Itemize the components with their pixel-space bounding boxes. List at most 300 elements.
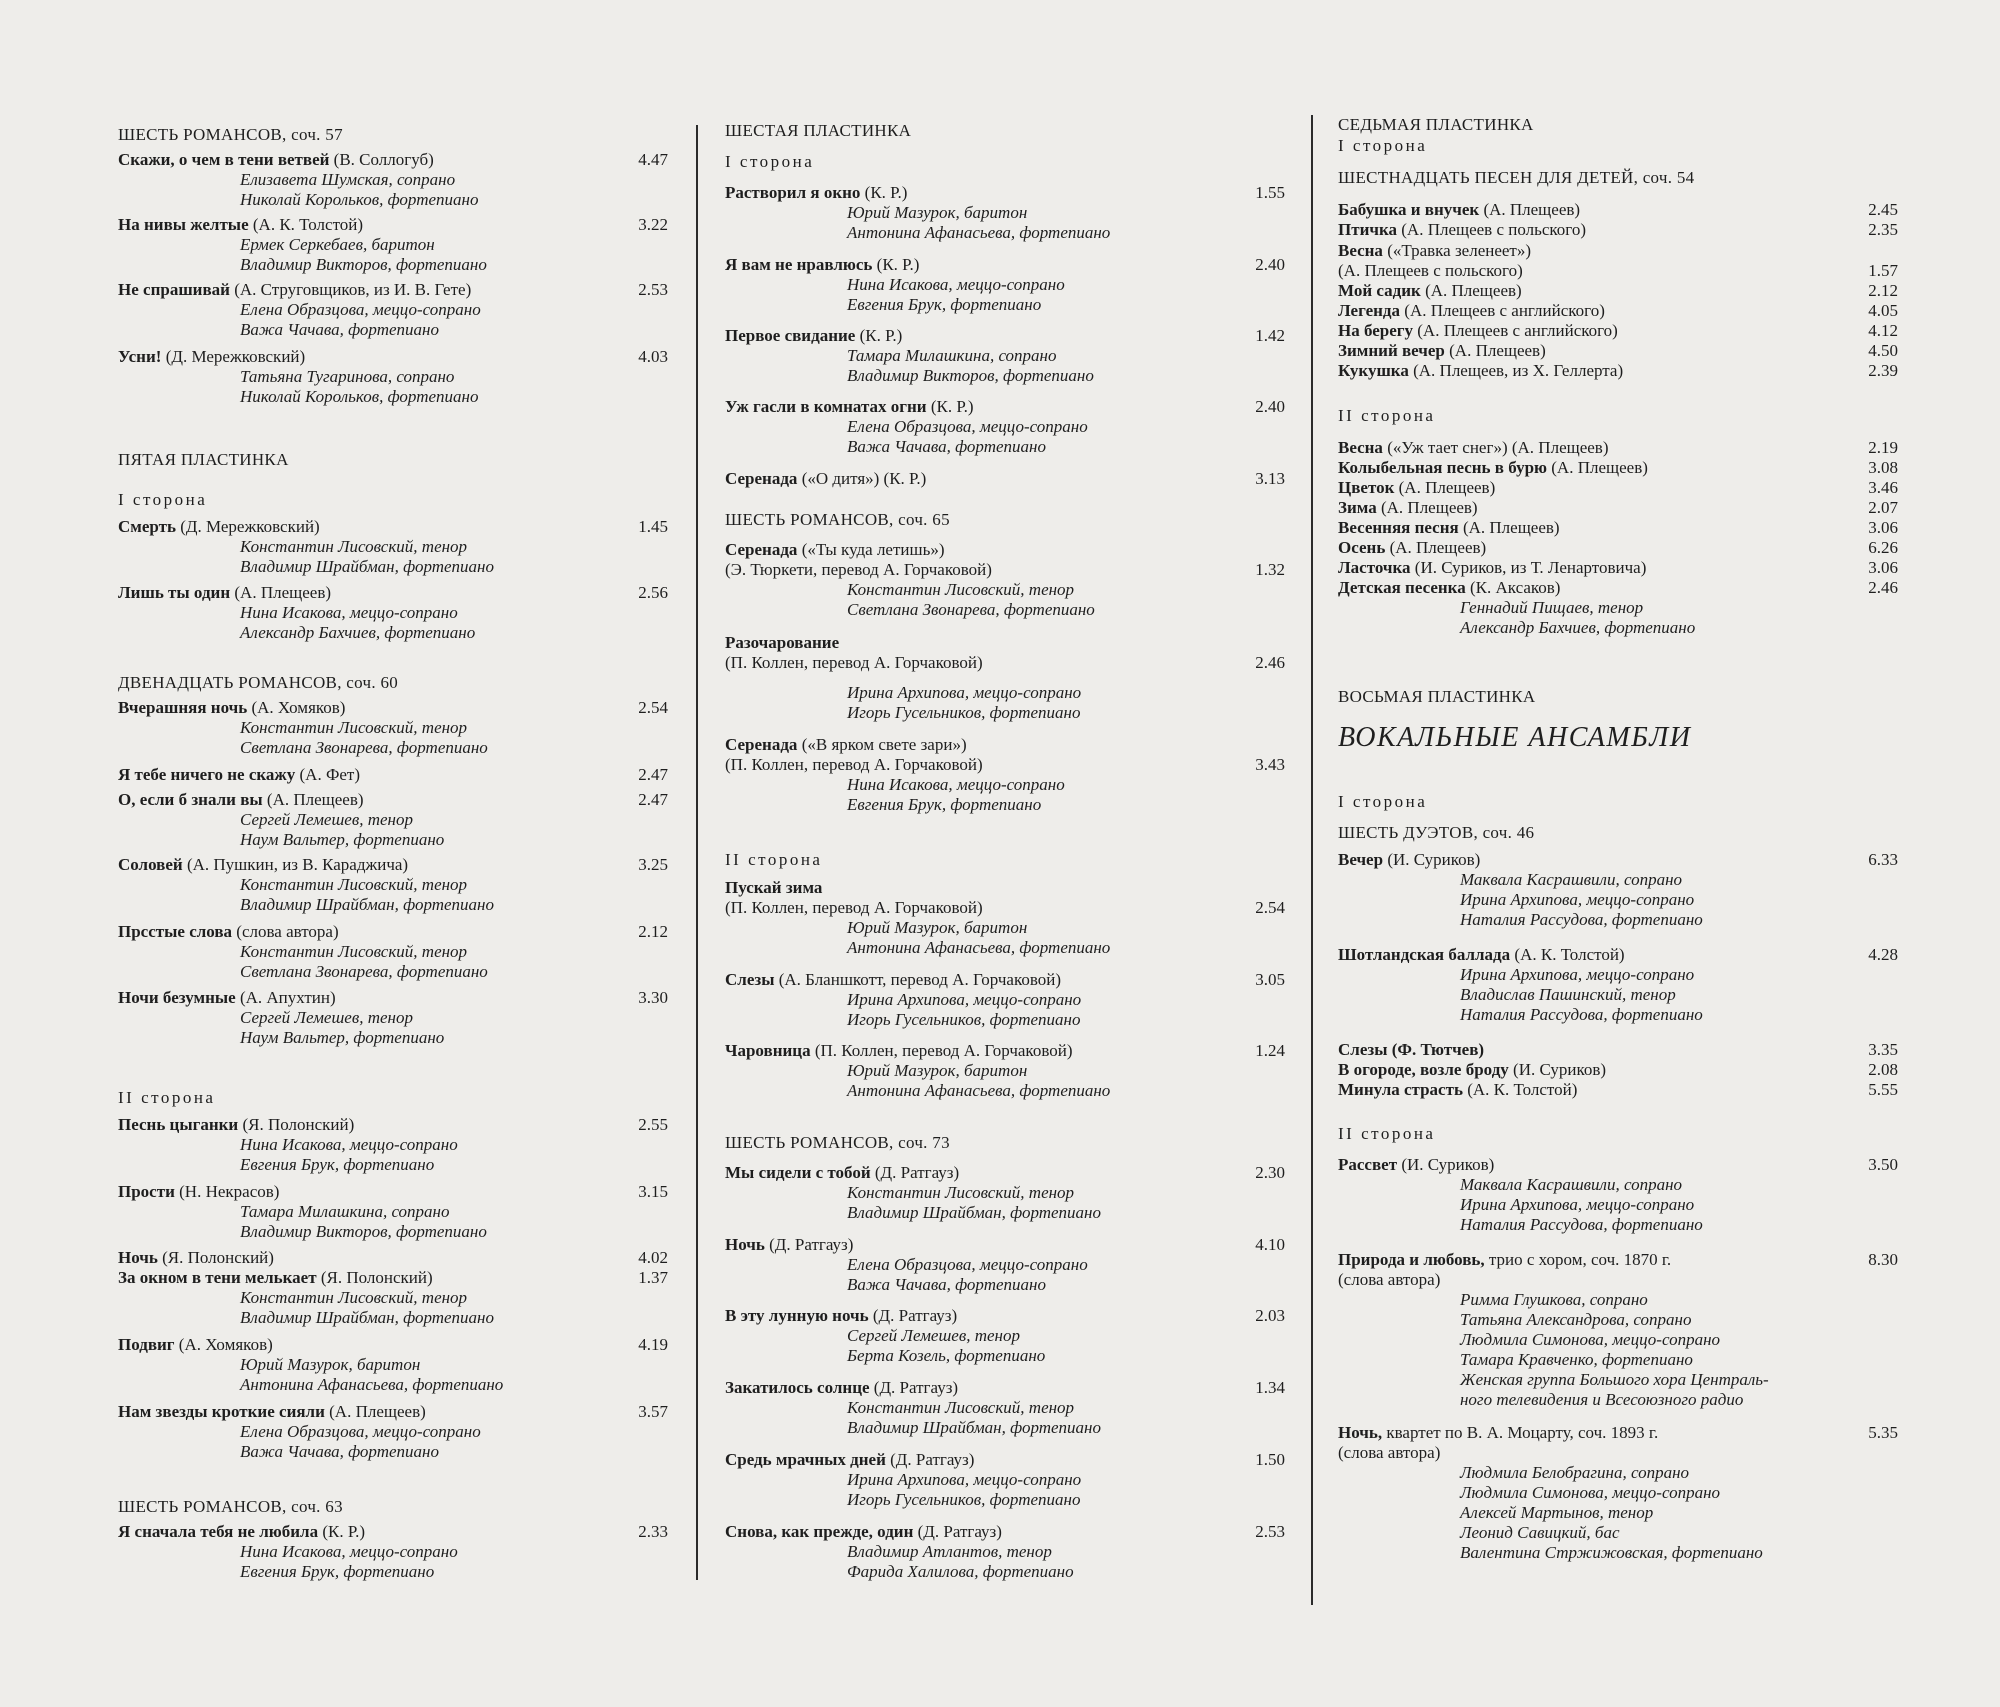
- track-duration: 4.50: [1868, 341, 1898, 360]
- track-author: (А. К. Толстой): [1510, 945, 1625, 964]
- track-title: Легенда: [1338, 301, 1401, 320]
- track-author: (А. Плещеев): [262, 790, 364, 809]
- track-duration: 2.12: [638, 922, 668, 941]
- track-title: Не спрашивай: [118, 280, 230, 299]
- track-title: Серенада: [725, 735, 798, 754]
- track-author: («О дитя») (К. Р.): [797, 469, 927, 488]
- track-item: [118, 922, 668, 982]
- track-author: (А. Плещеев с польского): [1338, 261, 1523, 280]
- track-title: Я сначала тебя не любила: [118, 1522, 319, 1541]
- track-line: [725, 397, 1285, 417]
- track-title: Минула страсть: [1338, 1080, 1463, 1099]
- track-title: Прсстые слова: [118, 922, 233, 941]
- performer-line: Важа Чачава, фортепиано: [240, 320, 439, 339]
- track-author: (А. Фет): [295, 765, 361, 784]
- performer-line: Владимир Викторов, фортепиано: [847, 366, 1094, 385]
- track-title: Усни!: [118, 347, 162, 366]
- track-duration: 2.40: [1255, 397, 1285, 416]
- section-title: ШЕСТЬ ДУЭТОВ, соч. 46: [1338, 823, 1535, 842]
- track-line: [725, 898, 1285, 918]
- track-item: [725, 898, 1285, 958]
- track-duration: 5.55: [1868, 1080, 1898, 1099]
- track-item: [1338, 301, 1898, 321]
- performer-line: Владимир Шрайбман, фортепиано: [240, 895, 494, 914]
- performer-line: Важа Чачава, фортепиано: [240, 1442, 439, 1461]
- track-line: [118, 280, 668, 300]
- track-duration: 1.37: [638, 1268, 668, 1287]
- track-item: [1338, 438, 1898, 458]
- performer-line: Маквала Касрашвили, сопрано: [1460, 1175, 1683, 1194]
- performer-line: Константин Лисовский, тенор: [847, 1183, 1075, 1202]
- track-title: Ночи безумные: [118, 988, 236, 1007]
- performer-line: Наум Вальтер, фортепиано: [240, 830, 445, 849]
- track-title: Детская песенка: [1338, 578, 1466, 597]
- section-title: ВОСЬМАЯ ПЛАСТИНКА: [1338, 687, 1536, 706]
- track-title: Снова, как прежде, один: [725, 1522, 914, 1541]
- track-line: [1338, 438, 1898, 458]
- track-line: [1338, 578, 1898, 598]
- track-line: [118, 1268, 668, 1288]
- track-item: [118, 1182, 668, 1242]
- track-item: [118, 1402, 668, 1462]
- performer-line: Тамара Милашкина, сопрано: [240, 1202, 450, 1221]
- track-author: (А. Плещеев): [1547, 458, 1648, 477]
- performer-line: Ермек Серкебаев, баритон: [240, 235, 435, 254]
- track-item: [118, 1115, 668, 1175]
- track-line: [1338, 538, 1898, 558]
- track-title: В огороде, возле броду: [1338, 1060, 1509, 1079]
- track-author: (слова автора): [1338, 1443, 1441, 1462]
- track-author: (А. Хомяков): [247, 698, 346, 717]
- track-line: [1338, 1443, 1898, 1463]
- track-item: [1338, 220, 1898, 240]
- track-author: (А. Плещеев): [1385, 538, 1487, 557]
- track-item: [118, 988, 668, 1048]
- track-title: Разочарование: [725, 633, 840, 652]
- track-item: [725, 1522, 1285, 1582]
- track-author: (А. Плещеев с польского): [1397, 220, 1587, 239]
- performer-line: Важа Чачава, фортепиано: [847, 437, 1046, 456]
- performer-line: Леонид Савицкий, бас: [1460, 1523, 1620, 1542]
- performer-line: Николай Корольков, фортепиано: [240, 387, 479, 406]
- track-duration: 3.22: [638, 215, 668, 234]
- side-label: II сторона: [725, 850, 823, 869]
- track-author: (А. Струговщиков, из И. В. Гете): [229, 280, 472, 299]
- track-duration: 2.19: [1868, 438, 1898, 457]
- performer-line: Маквала Касрашвили, сопрано: [1460, 870, 1683, 889]
- performer-line: Нина Исакова, меццо-сопрано: [847, 775, 1065, 794]
- track-line: [1338, 341, 1898, 361]
- track-title: Мой садик: [1338, 281, 1421, 300]
- performer-line: Игорь Гусельников, фортепиано: [847, 1010, 1081, 1029]
- track-item: [1338, 1155, 1898, 1235]
- track-title: Нам звезды кроткие сияли: [118, 1402, 325, 1421]
- track-duration: 1.32: [1255, 560, 1285, 579]
- track-line: [118, 855, 668, 875]
- track-duration: 2.39: [1868, 361, 1898, 380]
- track-line: [1338, 200, 1898, 220]
- track-item: [1338, 1080, 1898, 1100]
- track-duration: 2.35: [1868, 220, 1898, 239]
- track-title: На берегу: [1338, 321, 1414, 340]
- track-title: Шотландская баллада: [1338, 945, 1511, 964]
- track-author: (А. Бланшкотт, перевод А. Горчаковой): [774, 970, 1062, 989]
- track-duration: 3.35: [1868, 1040, 1898, 1059]
- performer-line: Константин Лисовский, тенор: [240, 718, 468, 737]
- performer-line: Владимир Шрайбман, фортепиано: [240, 1308, 494, 1327]
- performer-line: Ирина Архипова, меццо-сопрано: [847, 990, 1082, 1009]
- track-line: [1338, 1060, 1898, 1080]
- track-author: (А. Плещеев): [1420, 281, 1522, 300]
- performer-line: Ирина Архипова, меццо-сопрано: [1460, 965, 1695, 984]
- track-line: [1338, 478, 1898, 498]
- track-duration: 4.03: [638, 347, 668, 366]
- track-title: Рассвет: [1338, 1155, 1398, 1174]
- track-line: [118, 698, 668, 718]
- track-title: Чаровница: [725, 1041, 811, 1060]
- performer-line: Татьяна Александрова, сопрано: [1460, 1310, 1692, 1329]
- track-author: (П. Коллен, перевод А. Горчаковой): [810, 1041, 1073, 1060]
- track-duration: 2.53: [638, 280, 668, 299]
- performer-line: Тамара Милашкина, сопрано: [847, 346, 1057, 365]
- track-author: (К. Р.): [855, 326, 903, 345]
- track-title: Первое свидание: [725, 326, 856, 345]
- track-line: [725, 755, 1285, 775]
- track-title: Я тебе ничего не скажу: [118, 765, 296, 784]
- section-title: ШЕСТНАДЦАТЬ ПЕСЕН ДЛЯ ДЕТЕЙ, соч. 54: [1338, 168, 1695, 187]
- track-duration: 2.54: [1255, 898, 1285, 917]
- track-duration: 3.50: [1868, 1155, 1898, 1174]
- track-author: (Э. Тюркети, перевод А. Горчаковой): [725, 560, 992, 579]
- track-title: Средь мрачных дней: [725, 1450, 886, 1469]
- track-title: Смерть: [118, 517, 176, 536]
- performer-line: Сергей Лемешев, тенор: [240, 1008, 413, 1027]
- track-author: («Ты куда летишь»): [797, 540, 945, 559]
- performer-line: Сергей Лемешев, тенор: [847, 1326, 1020, 1345]
- track-item: [1338, 518, 1898, 538]
- track-line: [118, 1522, 668, 1542]
- performer-line: Елизавета Шумская, сопрано: [240, 170, 456, 189]
- track-title: В эту лунную ночь: [725, 1306, 869, 1325]
- side-label: I сторона: [1338, 136, 1428, 155]
- track-duration: 3.30: [638, 988, 668, 1007]
- performer-line: Геннадий Пищаев, тенор: [1460, 598, 1644, 617]
- track-title: Песнь цыганки: [118, 1115, 239, 1134]
- track-author: («Уж тает снег») (А. Плещеев): [1382, 438, 1609, 457]
- track-item: [118, 347, 668, 407]
- track-author: (И. Суриков): [1383, 850, 1481, 869]
- track-item: [725, 255, 1285, 315]
- track-duration: 1.57: [1868, 261, 1898, 280]
- performer-line: Евгения Брук, фортепиано: [847, 795, 1042, 814]
- track-item: [725, 653, 1285, 673]
- track-item: [1338, 261, 1898, 281]
- track-duration: 2.30: [1255, 1163, 1285, 1182]
- track-title: Мы сидели с тобой: [725, 1163, 871, 1182]
- performer-line: Людмила Симонова, меццо-сопрано: [1460, 1483, 1721, 1502]
- performer-line: Владислав Пашинский, тенор: [1460, 985, 1676, 1004]
- track-item: [1338, 498, 1898, 518]
- track-author: (Д. Ратгауз): [764, 1235, 854, 1254]
- performer-line: Нина Исакова, меццо-сопрано: [240, 1135, 458, 1154]
- track-duration: 3.43: [1255, 755, 1285, 774]
- track-title: Весенняя песня: [1338, 518, 1459, 537]
- track-author: (Д. Ратгауз): [913, 1522, 1002, 1541]
- track-line: [118, 790, 668, 810]
- track-item: [1338, 1423, 1898, 1443]
- performer-line: Берта Козель, фортепиано: [847, 1346, 1046, 1365]
- performer-line: Владимир Шрайбман, фортепиано: [847, 1203, 1101, 1222]
- track-line: [725, 1378, 1285, 1398]
- performer-line: Светлана Звонарева, фортепиано: [240, 962, 488, 981]
- track-author: («Травка зеленеет»): [1382, 241, 1532, 260]
- track-item: [725, 970, 1285, 1030]
- track-line: [1338, 945, 1898, 965]
- track-item: [725, 633, 1285, 653]
- track-title: Закатилось солнце: [725, 1378, 870, 1397]
- track-author: (И. Суриков, из Т. Ленартовича): [1410, 558, 1647, 577]
- track-title: Лишь ты один: [118, 583, 231, 602]
- track-duration: 2.40: [1255, 255, 1285, 274]
- track-duration: 2.46: [1255, 653, 1285, 672]
- performer-line: Римма Глушкова, сопрано: [1460, 1290, 1648, 1309]
- track-item: [118, 855, 668, 915]
- track-line: [1338, 301, 1898, 321]
- track-duration: 1.45: [638, 517, 668, 536]
- track-title: Ласточка: [1338, 558, 1411, 577]
- track-author: (А. Апухтин): [235, 988, 336, 1007]
- track-duration: 2.53: [1255, 1522, 1285, 1541]
- disc-heading: ВОКАЛЬНЫЕ АНСАМБЛИ: [1338, 722, 1692, 753]
- track-author: (К. Аксаков): [1465, 578, 1561, 597]
- track-duration: 4.05: [1868, 301, 1898, 320]
- performer-line: Нина Исакова, меццо-сопрано: [847, 275, 1065, 294]
- track-item: [118, 150, 668, 210]
- performer-line: Игорь Гусельников, фортепиано: [847, 1490, 1081, 1509]
- track-author: (А. Плещеев с английского): [1413, 321, 1618, 340]
- track-line: [725, 1450, 1285, 1470]
- track-line: [725, 1522, 1285, 1542]
- track-line: [1338, 458, 1898, 478]
- track-item: [725, 326, 1285, 386]
- track-title: Ночь,: [1338, 1423, 1383, 1442]
- track-line: [725, 878, 1285, 898]
- track-item: [725, 755, 1285, 815]
- performer-line: Людмила Белобрагина, сопрано: [1460, 1463, 1690, 1482]
- track-item: [1338, 458, 1898, 478]
- track-item: [118, 583, 668, 643]
- track-item: [725, 1450, 1285, 1510]
- track-item: [725, 183, 1285, 243]
- performer-line: Константин Лисовский, тенор: [240, 942, 468, 961]
- track-duration: 3.25: [638, 855, 668, 874]
- section-title: СЕДЬМАЯ ПЛАСТИНКА: [1338, 115, 1534, 134]
- track-duration: 3.57: [638, 1402, 668, 1421]
- track-duration: 2.54: [638, 698, 668, 717]
- track-item: [725, 560, 1285, 620]
- track-duration: 4.28: [1868, 945, 1898, 964]
- track-line: [725, 1041, 1285, 1061]
- performer-line: Антонина Афанасьева, фортепиано: [847, 223, 1111, 242]
- performer-line: ного телевидения и Всесоюзного радио: [1460, 1390, 1744, 1409]
- track-line: [1338, 1270, 1898, 1290]
- performer-line: Ирина Архипова, меццо-сопрано: [1460, 1195, 1695, 1214]
- track-duration: 3.06: [1868, 558, 1898, 577]
- column-divider-2-lower: [1311, 1225, 1313, 1605]
- track-line: [1338, 1040, 1898, 1060]
- track-duration: 2.07: [1868, 498, 1898, 517]
- track-line: [725, 540, 1285, 560]
- track-item: [725, 735, 1285, 755]
- track-line: [118, 215, 668, 235]
- track-duration: 4.47: [638, 150, 668, 169]
- track-line: [1338, 261, 1898, 281]
- track-line: [725, 1235, 1285, 1255]
- track-line: [725, 633, 1285, 653]
- track-line: [1338, 361, 1898, 381]
- track-item: [118, 280, 668, 340]
- side-label: II сторона: [1338, 1124, 1436, 1143]
- performer-line: Ирина Архипова, меццо-сопрано: [1460, 890, 1695, 909]
- performer-line: Нина Исакова, меццо-сопрано: [240, 603, 458, 622]
- track-duration: 2.45: [1868, 200, 1898, 219]
- track-author: (И. Суриков): [1508, 1060, 1607, 1079]
- performer-line: Елена Образцова, меццо-сопрано: [240, 1422, 481, 1441]
- track-title: За окном в тени мелькает: [118, 1268, 317, 1287]
- performer-line: Константин Лисовский, тенор: [847, 1398, 1075, 1417]
- performer-line: Владимир Шрайбман, фортепиано: [847, 1418, 1101, 1437]
- track-author: (К. Р.): [318, 1522, 366, 1541]
- performer-line: Владимир Викторов, фортепиано: [240, 255, 487, 274]
- track-author: (К. Р.): [860, 183, 908, 202]
- track-line: [118, 1335, 668, 1355]
- performer-line: Юрий Мазурок, баритон: [847, 1061, 1028, 1080]
- track-item: [1338, 1443, 1898, 1563]
- track-title: Уж гасли в комнатах огни: [725, 397, 927, 416]
- track-author: (Я. Полонский): [157, 1248, 274, 1267]
- track-line: [725, 183, 1285, 203]
- track-duration: 2.33: [638, 1522, 668, 1541]
- track-duration: 3.46: [1868, 478, 1898, 497]
- track-duration: 1.34: [1255, 1378, 1285, 1397]
- performer-line: Нина Исакова, меццо-сопрано: [240, 1542, 458, 1561]
- track-author: (И. Суриков): [1397, 1155, 1495, 1174]
- performer-line: Елена Образцова, меццо-сопрано: [240, 300, 481, 319]
- track-title: Растворил я окно: [725, 183, 861, 202]
- performer-line: Константин Лисовский, тенор: [847, 580, 1075, 599]
- track-line: [118, 765, 668, 785]
- track-item: [1338, 945, 1898, 1025]
- track-title: Серенада: [725, 540, 798, 559]
- track-line: [725, 970, 1285, 990]
- track-duration: 3.06: [1868, 518, 1898, 537]
- track-duration: 1.55: [1255, 183, 1285, 202]
- performer-line: Юрий Мазурок, баритон: [847, 203, 1028, 222]
- track-author: (Д. Ратгауз): [870, 1163, 960, 1182]
- track-item: [118, 790, 668, 850]
- track-item: [1338, 1250, 1898, 1270]
- track-title: Серенада: [725, 469, 798, 488]
- track-line: [118, 150, 668, 170]
- track-title: Пускай зима: [725, 878, 823, 897]
- track-line: [1338, 220, 1898, 240]
- track-item: [118, 215, 668, 275]
- track-title: Скажи, о чем в тени ветвей: [118, 150, 330, 169]
- section-title: ШЕСТЬ РОМАНСОВ, соч. 65: [725, 510, 950, 529]
- track-author: (Д. Мережковский): [161, 347, 306, 366]
- track-item: [1338, 200, 1898, 220]
- track-title: Я вам не нравлюсь: [725, 255, 873, 274]
- track-title: На нивы желтые: [118, 215, 249, 234]
- track-author: (А. Плещеев): [1479, 200, 1581, 219]
- track-duration: 3.13: [1255, 469, 1285, 488]
- track-duration: 6.33: [1868, 850, 1898, 869]
- track-title: О, если б знали вы: [118, 790, 263, 809]
- track-title: Вечер: [1338, 850, 1384, 869]
- track-author: (К. Р.): [926, 397, 974, 416]
- performer-line: Евгения Брук, фортепиано: [240, 1562, 435, 1581]
- track-item: [725, 397, 1285, 457]
- track-duration: 2.55: [638, 1115, 668, 1134]
- track-line: [725, 469, 1285, 489]
- performer-line: Евгения Брук, фортепиано: [847, 295, 1042, 314]
- performer-line: Константин Лисовский, тенор: [240, 1288, 468, 1307]
- performer-line: Наум Вальтер, фортепиано: [240, 1028, 445, 1047]
- track-item: [118, 1268, 668, 1328]
- track-line: [1338, 241, 1898, 261]
- track-duration: 8.30: [1868, 1250, 1898, 1269]
- performer-line: Татьяна Тугаринова, сопрано: [240, 367, 455, 386]
- track-line: [118, 922, 668, 942]
- performer-line: Александр Бахчиев, фортепиано: [240, 623, 476, 642]
- track-title: Ночь: [725, 1235, 765, 1254]
- track-item: [1338, 850, 1898, 930]
- section-title: ШЕСТЬ РОМАНСОВ, соч. 63: [118, 1497, 343, 1516]
- track-author: (Д. Ратгауз): [868, 1306, 958, 1325]
- track-author: (Я. Полонский): [238, 1115, 355, 1134]
- side-label: I сторона: [725, 152, 815, 171]
- track-line: [118, 347, 668, 367]
- track-item: [118, 1248, 668, 1268]
- track-item: [1338, 321, 1898, 341]
- track-item: [725, 1235, 1285, 1295]
- track-title: Осень: [1338, 538, 1386, 557]
- performer-line: Антонина Афанасьева, фортепиано: [847, 1081, 1111, 1100]
- track-duration: 4.10: [1255, 1235, 1285, 1254]
- section-title: ШЕСТАЯ ПЛАСТИНКА: [725, 121, 912, 140]
- track-author: (А. Плещеев): [1458, 518, 1560, 537]
- track-author: (Я. Полонский): [316, 1268, 433, 1287]
- track-author: (слова автора): [1338, 1270, 1441, 1289]
- track-item: [1338, 578, 1898, 638]
- track-author: (А. Плещеев): [1394, 478, 1496, 497]
- side-label: II сторона: [118, 1088, 216, 1107]
- track-duration: 4.12: [1868, 321, 1898, 340]
- track-line: [118, 1248, 668, 1268]
- track-duration: 2.56: [638, 583, 668, 602]
- track-title: Соловей: [118, 855, 183, 874]
- track-author: (Д. Ратгауз): [869, 1378, 959, 1397]
- track-line: [1338, 558, 1898, 578]
- performer-line: Николай Корольков, фортепиано: [240, 190, 479, 209]
- column-divider-2-upper: [1311, 115, 1313, 1240]
- track-title: Вчерашняя ночь: [118, 698, 248, 717]
- track-author: квартет по В. А. Моцарту, соч. 1893 г.: [1382, 1423, 1659, 1442]
- track-duration: 2.47: [638, 765, 668, 784]
- performer-line: Елена Образцова, меццо-сопрано: [847, 417, 1088, 436]
- track-line: [1338, 281, 1898, 301]
- track-line: [725, 560, 1285, 580]
